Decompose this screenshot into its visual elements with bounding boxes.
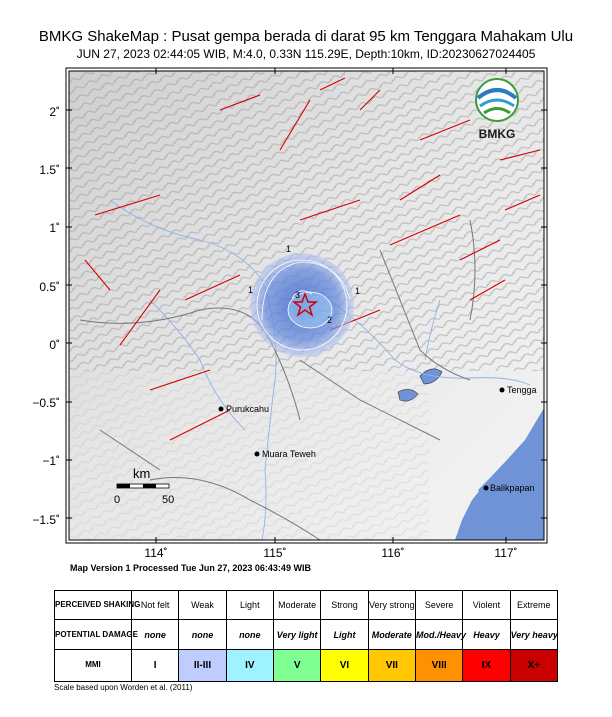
city-label-balikpapan: Balikpapan — [490, 483, 535, 493]
legend-row-damage — [55, 620, 558, 649]
scale-end: 50 — [162, 494, 175, 506]
city-label-muara-teweh: Muara Teweh — [262, 449, 316, 459]
event-details: JUN 27, 2023 02:44:05 WIB, M:4.0, 0.33N 115.29E, Depth:10km, ID:20230627024405 — [76, 47, 536, 61]
shaking-cell: Moderate — [273, 591, 320, 620]
mmi-cell: VIII — [415, 649, 462, 681]
mmi-cell: IV — [226, 649, 273, 681]
contour-label: 1 — [248, 285, 254, 295]
scale-note: Scale based upon Worden et al. (2011) — [54, 683, 193, 692]
logo-text: BMKG — [478, 127, 516, 141]
damage-cell: Light — [321, 620, 368, 649]
bmkg-logo — [476, 79, 518, 141]
mmi-cell: X+ — [510, 649, 557, 681]
lat-label: −1˚ — [42, 454, 60, 468]
contour-label: 3 — [295, 290, 301, 300]
processed-note: Map Version 1 Processed Tue Jun 27, 2023 06:43:49 WIB — [70, 563, 311, 573]
shaking-cell: Violent — [463, 591, 510, 620]
lat-labels — [32, 105, 60, 527]
shaking-cell: Not felt — [132, 591, 179, 620]
legend-row-label: PERCEIVED SHAKING — [55, 591, 132, 620]
legend-row-mmi — [55, 649, 558, 681]
city-dot — [484, 486, 489, 491]
damage-cell: none — [179, 620, 226, 649]
lowland-relief — [69, 371, 429, 540]
mmi-cell: II-III — [179, 649, 226, 681]
city-dot — [219, 407, 224, 412]
damage-cell: Moderate — [368, 620, 415, 649]
contour-label: 1 — [286, 244, 292, 254]
legend-row-label: POTENTIAL DAMAGE — [55, 620, 132, 649]
lat-label: 2˚ — [49, 105, 60, 119]
mmi-cell: I — [132, 649, 179, 681]
lon-label: 114˚ — [144, 546, 168, 560]
mmi-cell: IX — [463, 649, 510, 681]
shaking-cell: Very strong — [368, 591, 415, 620]
contour-label: 1 — [355, 286, 361, 296]
lat-label: −1.5˚ — [32, 513, 60, 527]
city-label-tengga: Tengga — [507, 385, 537, 395]
lat-label: 1.5˚ — [39, 163, 60, 177]
scale-unit: km — [133, 466, 151, 481]
legend-row-shaking — [55, 591, 558, 620]
city-label-purukcahu: Purukcahu — [226, 404, 270, 414]
shaking-cell: Light — [226, 591, 273, 620]
damage-cell: Very light — [273, 620, 320, 649]
lon-label: 117˚ — [494, 546, 518, 560]
city-dot — [255, 452, 260, 457]
lon-label: 115˚ — [263, 546, 287, 560]
legend-row-label: MMI — [55, 649, 132, 681]
damage-cell: none — [226, 620, 273, 649]
mmi-cell: V — [273, 649, 320, 681]
scale-start: 0 — [114, 494, 121, 506]
lon-label: 116˚ — [381, 546, 405, 560]
damage-cell: none — [132, 620, 179, 649]
contour-label: 2 — [327, 315, 333, 325]
city-dot — [500, 388, 505, 393]
lon-labels — [144, 546, 517, 560]
lat-label: −0.5˚ — [32, 396, 60, 410]
intensity-legend — [54, 590, 558, 682]
shaking-cell: Severe — [415, 591, 462, 620]
damage-cell: Mod./Heavy — [415, 620, 462, 649]
mmi-cell: VII — [368, 649, 415, 681]
shaking-cell: Strong — [321, 591, 368, 620]
shaking-cell: Weak — [179, 591, 226, 620]
damage-cell: Heavy — [463, 620, 510, 649]
lat-label: 1˚ — [49, 221, 60, 235]
lat-label: 0˚ — [49, 338, 60, 352]
shaking-cell: Extreme — [510, 591, 557, 620]
mmi-cell: VI — [321, 649, 368, 681]
damage-cell: Very heavy — [510, 620, 557, 649]
map-title: BMKG ShakeMap : Pusat gempa berada di darat 95 km Tenggara Mahakam Ulu — [38, 28, 574, 45]
lat-label: 0.5˚ — [39, 280, 60, 294]
